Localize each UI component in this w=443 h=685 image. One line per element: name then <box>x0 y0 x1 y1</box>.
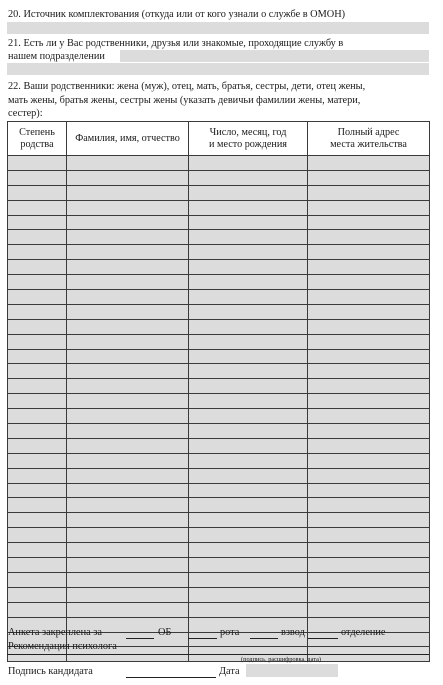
table-row <box>8 572 430 587</box>
table-row <box>8 245 430 260</box>
name-cell[interactable] <box>67 185 189 200</box>
otdelenie-number-line[interactable] <box>308 638 338 639</box>
relation-cell[interactable] <box>8 215 67 230</box>
name-cell[interactable] <box>67 304 189 319</box>
table-row <box>8 438 430 453</box>
table-row <box>8 379 430 394</box>
address-cell[interactable] <box>308 319 430 334</box>
header-full-name: Фамилия, имя, отчество <box>67 122 189 156</box>
table-row <box>8 230 430 245</box>
name-cell[interactable] <box>67 409 189 424</box>
relation-cell[interactable] <box>8 572 67 587</box>
birth-cell[interactable] <box>189 438 308 453</box>
birth-cell[interactable] <box>189 513 308 528</box>
date-label: Дата <box>219 666 240 677</box>
name-cell[interactable] <box>67 349 189 364</box>
table-row <box>8 364 430 379</box>
table-row <box>8 215 430 230</box>
table-row <box>8 483 430 498</box>
table-row <box>8 349 430 364</box>
name-cell[interactable] <box>67 483 189 498</box>
date-field[interactable] <box>246 664 338 677</box>
relation-cell[interactable] <box>8 319 67 334</box>
birth-cell[interactable] <box>189 319 308 334</box>
birth-cell[interactable] <box>189 543 308 558</box>
birth-cell[interactable] <box>189 156 308 171</box>
birth-cell[interactable] <box>189 409 308 424</box>
table-row <box>8 602 430 617</box>
relation-cell[interactable] <box>8 483 67 498</box>
ob-label: ОБ <box>158 627 172 638</box>
birth-cell[interactable] <box>189 364 308 379</box>
name-cell[interactable] <box>67 290 189 305</box>
table-header-row <box>8 122 430 156</box>
signature-hint: (подпись, расшифровка, дата) <box>241 656 321 663</box>
relation-cell[interactable] <box>8 394 67 409</box>
name-cell[interactable] <box>67 394 189 409</box>
relation-cell[interactable] <box>8 260 67 275</box>
relation-cell[interactable] <box>8 364 67 379</box>
address-cell[interactable] <box>308 364 430 379</box>
otdelenie-label: отделение <box>341 627 386 638</box>
name-cell[interactable] <box>67 379 189 394</box>
relation-cell[interactable] <box>8 275 67 290</box>
birth-cell[interactable] <box>189 170 308 185</box>
birth-cell[interactable] <box>189 602 308 617</box>
birth-cell[interactable] <box>189 468 308 483</box>
table-row <box>8 409 430 424</box>
header-address: Полный адрес места жительства <box>308 122 430 156</box>
candidate-signature-label: Подпись кандидата <box>8 666 93 677</box>
birth-cell[interactable] <box>189 215 308 230</box>
table-row <box>8 275 430 290</box>
relation-cell[interactable] <box>8 304 67 319</box>
address-cell[interactable] <box>308 394 430 409</box>
address-cell[interactable] <box>308 498 430 513</box>
name-cell[interactable] <box>67 319 189 334</box>
birth-cell[interactable] <box>189 334 308 349</box>
address-cell[interactable] <box>308 513 430 528</box>
relation-cell[interactable] <box>8 156 67 171</box>
table-row <box>8 468 430 483</box>
table-row <box>8 200 430 215</box>
relation-cell[interactable] <box>8 334 67 349</box>
name-cell[interactable] <box>67 498 189 513</box>
relation-cell[interactable] <box>8 468 67 483</box>
address-cell[interactable] <box>308 230 430 245</box>
q21-answer-field-2[interactable] <box>7 63 429 75</box>
table-row <box>8 513 430 528</box>
relation-cell[interactable] <box>8 200 67 215</box>
name-cell[interactable] <box>67 468 189 483</box>
name-cell[interactable] <box>67 528 189 543</box>
name-cell[interactable] <box>67 334 189 349</box>
relation-cell[interactable] <box>8 453 67 468</box>
relation-cell[interactable] <box>8 543 67 558</box>
address-cell[interactable] <box>308 215 430 230</box>
q22-label-line1: 22. Ваши родственники: жена (муж), отец, мать, братья, сестры, дети, отец жены, <box>8 81 366 92</box>
table-row <box>8 185 430 200</box>
table-row <box>8 424 430 439</box>
relation-cell[interactable] <box>8 513 67 528</box>
address-cell[interactable] <box>308 528 430 543</box>
name-cell[interactable] <box>67 230 189 245</box>
table-row <box>8 543 430 558</box>
name-cell[interactable] <box>67 156 189 171</box>
address-cell[interactable] <box>308 349 430 364</box>
q20-label: 20. Источник комплектования (откуда или от кого узнали о службе в ОМОН) <box>8 9 346 20</box>
relation-cell[interactable] <box>8 587 67 602</box>
address-cell[interactable] <box>308 409 430 424</box>
name-cell[interactable] <box>67 215 189 230</box>
table-row <box>8 334 430 349</box>
birth-cell[interactable] <box>189 528 308 543</box>
name-cell[interactable] <box>67 245 189 260</box>
name-cell[interactable] <box>67 453 189 468</box>
table-row <box>8 260 430 275</box>
relation-cell[interactable] <box>8 498 67 513</box>
q21-label-line2: нашем подразделении <box>8 51 105 62</box>
birth-cell[interactable] <box>189 498 308 513</box>
relation-cell[interactable] <box>8 349 67 364</box>
name-cell[interactable] <box>67 572 189 587</box>
rota-number-line[interactable] <box>188 638 217 639</box>
name-cell[interactable] <box>67 513 189 528</box>
table-row <box>8 156 430 171</box>
address-cell[interactable] <box>308 453 430 468</box>
vzvod-number-line[interactable] <box>250 638 278 639</box>
table-row <box>8 453 430 468</box>
relation-cell[interactable] <box>8 379 67 394</box>
birth-cell[interactable] <box>189 424 308 439</box>
address-cell[interactable] <box>308 572 430 587</box>
name-cell[interactable] <box>67 275 189 290</box>
relation-cell[interactable] <box>8 170 67 185</box>
table-row <box>8 170 430 185</box>
address-cell[interactable] <box>308 558 430 573</box>
relation-cell[interactable] <box>8 424 67 439</box>
address-cell[interactable] <box>308 156 430 171</box>
address-cell[interactable] <box>308 602 430 617</box>
name-cell[interactable] <box>67 424 189 439</box>
name-cell[interactable] <box>67 543 189 558</box>
birth-cell[interactable] <box>189 558 308 573</box>
birth-cell[interactable] <box>189 379 308 394</box>
relation-cell[interactable] <box>8 185 67 200</box>
address-cell[interactable] <box>308 379 430 394</box>
name-cell[interactable] <box>67 260 189 275</box>
table-row <box>8 394 430 409</box>
rota-label: рота <box>220 627 240 638</box>
table-row <box>8 304 430 319</box>
relation-cell[interactable] <box>8 528 67 543</box>
birth-cell[interactable] <box>189 572 308 587</box>
address-cell[interactable] <box>308 468 430 483</box>
birth-cell[interactable] <box>189 304 308 319</box>
birth-cell[interactable] <box>189 200 308 215</box>
address-cell[interactable] <box>308 424 430 439</box>
q21-answer-field-1[interactable] <box>120 50 429 62</box>
table-row <box>8 558 430 573</box>
relation-cell[interactable] <box>8 438 67 453</box>
birth-cell[interactable] <box>189 587 308 602</box>
header-relation: Степень родства <box>8 122 67 156</box>
address-cell[interactable] <box>308 200 430 215</box>
candidate-signature-line[interactable] <box>126 677 216 678</box>
name-cell[interactable] <box>67 438 189 453</box>
birth-cell[interactable] <box>189 453 308 468</box>
table-row <box>8 587 430 602</box>
address-cell[interactable] <box>308 543 430 558</box>
table-row <box>8 528 430 543</box>
birth-cell[interactable] <box>189 290 308 305</box>
q22-label-line3: сестер): <box>8 108 43 119</box>
address-cell[interactable] <box>308 290 430 305</box>
relation-cell[interactable] <box>8 245 67 260</box>
relation-cell[interactable] <box>8 290 67 305</box>
address-cell[interactable] <box>308 260 430 275</box>
relation-cell[interactable] <box>8 230 67 245</box>
q21-label-line1: 21. Есть ли у Вас родственники, друзья или знакомые, проходящие службу в <box>8 38 344 49</box>
name-cell[interactable] <box>67 170 189 185</box>
relation-cell[interactable] <box>8 558 67 573</box>
address-cell[interactable] <box>308 483 430 498</box>
birth-cell[interactable] <box>189 185 308 200</box>
table-row <box>8 319 430 334</box>
psychologist-line[interactable] <box>7 654 429 655</box>
birth-cell[interactable] <box>189 245 308 260</box>
address-cell[interactable] <box>308 185 430 200</box>
relatives-table <box>7 121 430 662</box>
name-cell[interactable] <box>67 364 189 379</box>
address-cell[interactable] <box>308 170 430 185</box>
name-cell[interactable] <box>67 558 189 573</box>
address-cell[interactable] <box>308 334 430 349</box>
address-cell[interactable] <box>308 587 430 602</box>
psychologist-label: Рекомендация психолога <box>8 641 117 652</box>
name-cell[interactable] <box>67 200 189 215</box>
header-birth: Число, месяц, год и место рождения <box>189 122 308 156</box>
address-cell[interactable] <box>308 304 430 319</box>
birth-cell[interactable] <box>189 230 308 245</box>
table-row <box>8 290 430 305</box>
q22-label-line2: мать жены, братья жены, сестры жены (указать девичьи фамилии жены, матери, <box>8 95 361 106</box>
birth-cell[interactable] <box>189 394 308 409</box>
table-row <box>8 498 430 513</box>
ob-number-line[interactable] <box>126 638 154 639</box>
birth-cell[interactable] <box>189 275 308 290</box>
birth-cell[interactable] <box>189 349 308 364</box>
birth-cell[interactable] <box>189 483 308 498</box>
name-cell[interactable] <box>67 587 189 602</box>
anketa-label: Анкета закреплена за <box>8 627 102 638</box>
address-cell[interactable] <box>308 245 430 260</box>
vzvod-label: взвод <box>281 627 305 638</box>
birth-cell[interactable] <box>189 260 308 275</box>
relation-cell[interactable] <box>8 602 67 617</box>
q20-answer-field[interactable] <box>7 22 429 34</box>
relation-cell[interactable] <box>8 409 67 424</box>
name-cell[interactable] <box>67 602 189 617</box>
address-cell[interactable] <box>308 438 430 453</box>
address-cell[interactable] <box>308 275 430 290</box>
table-body <box>8 156 430 662</box>
